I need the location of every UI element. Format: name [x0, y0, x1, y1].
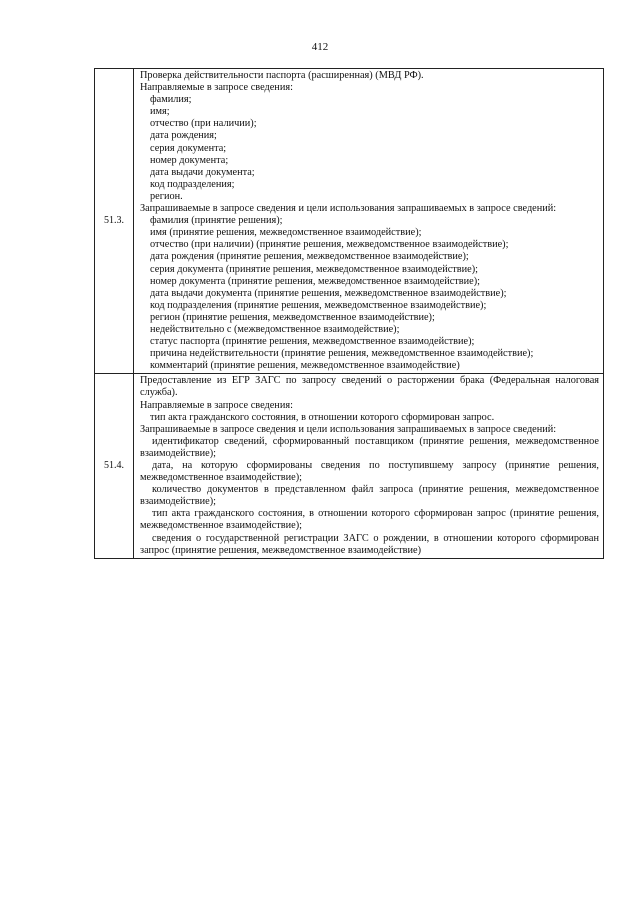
list-item: количество документов в представленном файл запроса (принятие решения, межведомственное взаимодействие);	[140, 484, 599, 508]
document-table	[94, 68, 604, 559]
requested-heading: Запрашиваемые в запросе сведения и цели использования запрашиваемых в запросе сведений:	[140, 203, 557, 215]
list-item: имя;	[150, 106, 170, 118]
list-item: причина недействительности (принятие решения, межведомственное взаимодействие);	[150, 348, 534, 360]
list-item: дата рождения;	[150, 130, 217, 142]
list-item: дата рождения (принятие решения, межведомственное взаимодействие);	[150, 251, 469, 263]
sent-heading: Направляемые в запросе сведения:	[140, 399, 293, 411]
row-number: 51.3.	[95, 69, 134, 374]
row-content	[134, 374, 604, 558]
list-item: отчество (при наличии) (принятие решения, межведомственное взаимодействие);	[150, 239, 509, 251]
page-number: 412	[311, 41, 329, 53]
list-item: имя (принятие решения, межведомственное взаимодействие);	[150, 227, 422, 239]
list-item: регион (принятие решения, межведомственное взаимодействие);	[150, 311, 435, 323]
requested-heading: Запрашиваемые в запросе сведения и цели использования запрашиваемых в запросе сведений:	[140, 423, 557, 435]
table-row	[95, 374, 604, 558]
list-item: тип акта гражданского состояния, в отношении которого сформирован запрос.	[150, 411, 495, 423]
list-item: недействительно с (межведомственное взаимодействие);	[150, 323, 400, 335]
row-number: 51.4.	[95, 374, 134, 558]
row-title: Проверка действительности паспорта (расширенная) (МВД РФ).	[140, 70, 424, 81]
list-item: сведения о государственной регистрации ЗАГС о рождении, в отношении которого сформирован запрос (принятие решения, межведомственное взаимодействие)	[140, 532, 599, 556]
list-item: фамилия;	[150, 94, 192, 106]
row-content	[134, 69, 604, 374]
list-item: номер документа;	[150, 154, 229, 166]
list-item: серия документа (принятие решения, межведомственное взаимодействие);	[150, 263, 479, 275]
list-item: номер документа (принятие решения, межведомственное взаимодействие);	[150, 275, 481, 287]
table-row	[95, 69, 604, 374]
list-item: дата, на которую сформированы сведения по поступившему запросу (принятие решения, межведомственное взаимодействие);	[140, 460, 599, 484]
row-title: Предоставление из ЕГР ЗАГС по запросу сведений о расторжении брака (Федеральная налоговая служба).	[140, 375, 599, 399]
sent-heading: Направляемые в запросе сведения:	[140, 82, 293, 94]
list-item: идентификатор сведений, сформированный поставщиком (принятие решения, межведомственное взаимодействие);	[140, 435, 599, 459]
list-item: отчество (при наличии);	[150, 118, 257, 130]
list-item: комментарий (принятие решения, межведомственное взаимодействие)	[150, 360, 460, 372]
list-item: код подразделения;	[150, 178, 235, 190]
list-item: фамилия (принятие решения);	[150, 215, 283, 227]
list-item: серия документа;	[150, 142, 227, 154]
list-item: дата выдачи документа;	[150, 166, 255, 178]
list-item: статус паспорта (принятие решения, межведомственное взаимодействие);	[150, 336, 475, 348]
list-item: код подразделения (принятие решения, межведомственное взаимодействие);	[150, 299, 487, 311]
list-item: регион.	[150, 190, 183, 202]
list-item: тип акта гражданского состояния, в отношении которого сформирован запрос (принятие решения, межведомственное взаимодействие);	[140, 508, 599, 532]
list-item: дата выдачи документа (принятие решения, межведомственное взаимодействие);	[150, 287, 507, 299]
